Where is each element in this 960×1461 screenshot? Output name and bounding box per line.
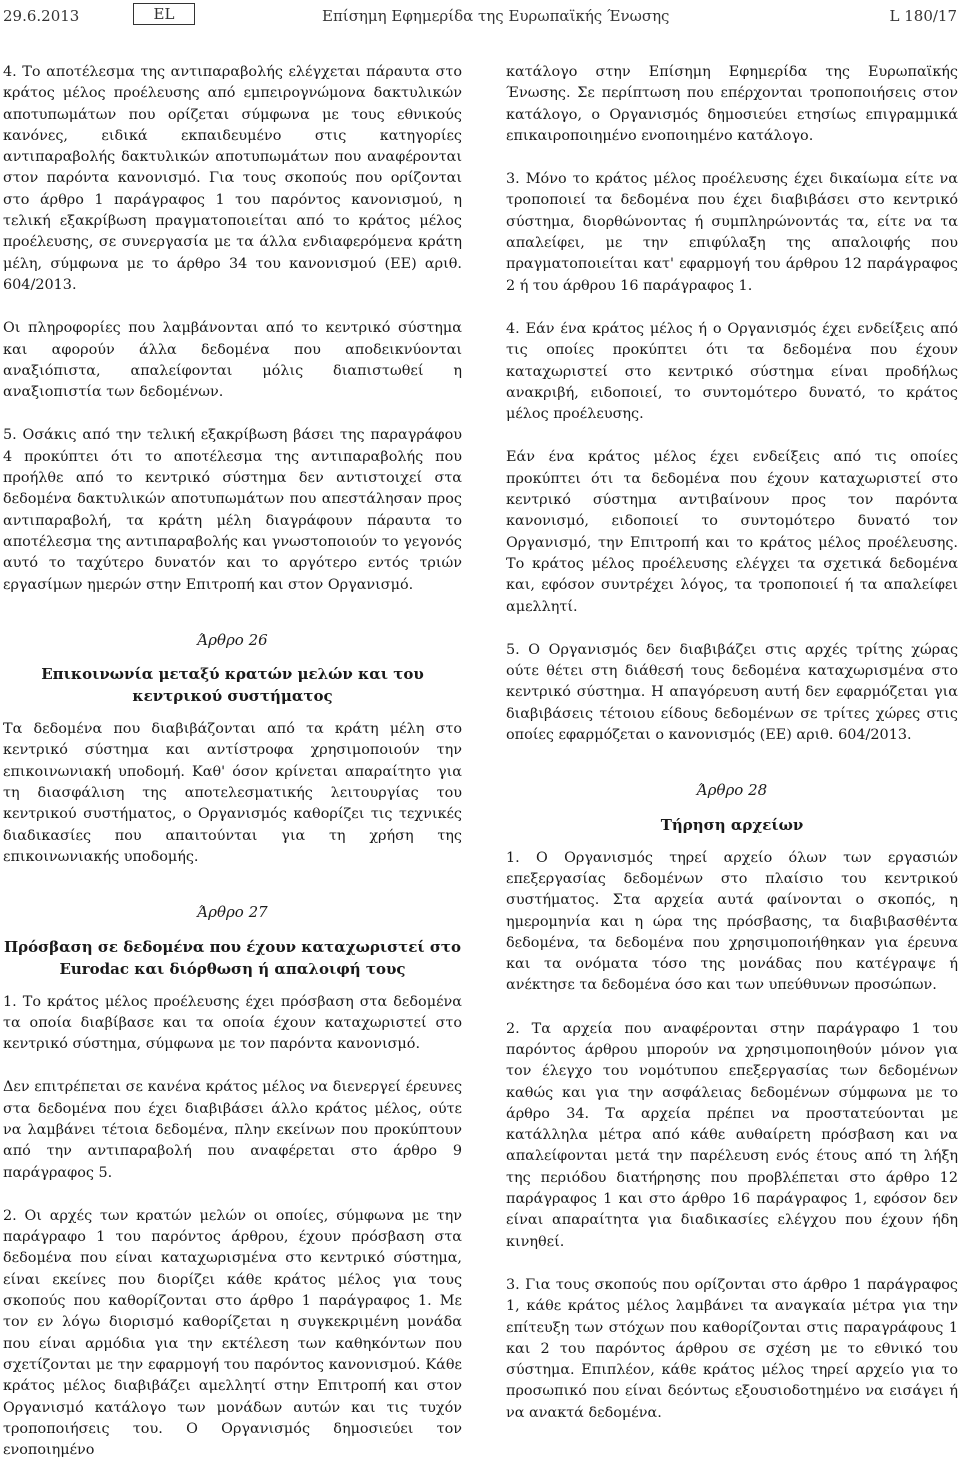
article-27-paragraph-1b: Δεν επιτρέπεται σε κανένα κράτος μέλος να διενεργεί έρευνες στα δεδομένα που έχει διαβιβάσει άλλο κράτος μέλος, ούτε να λαμβάνει τέτοια δεδομένα, πλην εκείνων που προκύπτουν από την αντιπαραβολή που αναφέρεται στο άρθρο 9 παράγραφος 5. bbox=[3, 1079, 462, 1181]
paragraph-4: 4. Το αποτέλεσμα της αντιπαραβολής ελέγχεται πάραυτα στο κράτος μέλος προέλευσης από εμπειρογνώμονα δακτυλικών αποτυπωμάτων που ορίζεται σύμφωνα με τους εθνικούς κανόνες, ειδικά εκπαιδευμένο στις κατηγορίες αντιπαραβολής δακτυλικών αποτυπωμάτων που αναφέρονται στον παρόντα κανονισμό. Για τους σκοπούς που ορίζονται στο άρθρο 1 παράγραφος 1 του παρόντος κανονισμού, η τελική εξακρίβωση πραγματοποιείται από το κράτος μέλος προέλευσης, σε συνεργασία με τα άλλα ενδιαφερόμενα κράτη μέλη, σύμφωνα με το άρθρο 34 του κανονισμού (ΕΕ) αριθ. 604/2013. bbox=[3, 64, 462, 293]
article-26-paragraph: Τα δεδομένα που διαβιβάζονται από τα κράτη μέλη στο κεντρικό σύστημα και αντίστροφα χρησιμοποιούν την επικοινωνιακή υποδομή. Καθ' όσον κρίνεται απαραίτητο για τη διασφάλιση της αποτελεσματικής λειτουργίας του κεντρικού συστήματος, ο Οργανισμός καθορίζει τις τεχνικές διαδικασίες που απαιτούνται για τη χρήση της επικοινωνιακής υποδομής. bbox=[3, 721, 462, 865]
page-header bbox=[0, 3, 960, 27]
article-28-number: Άρθρο 28 bbox=[696, 781, 768, 800]
right-column bbox=[506, 62, 958, 1424]
article-27-paragraph-1: 1. Το κράτος μέλος προέλευσης έχει πρόσβαση στα δεδομένα τα οποία διαβίβασε και τα οποία έχουν καταχωριστεί στο κεντρικό σύστημα, σύμφωνα με τον παρόντα κανονισμό. bbox=[3, 993, 462, 1053]
language-code-box: EL bbox=[133, 3, 195, 25]
page-reference: L 180/17 bbox=[889, 7, 957, 25]
article-26-number: Άρθρο 26 bbox=[197, 630, 268, 649]
article-27-number: Άρθρο 27 bbox=[197, 903, 268, 922]
publication-date: 29.6.2013 bbox=[3, 7, 80, 25]
paragraph-5-right: 5. Ο Οργανισμός δεν διαβιβάζει στις αρχές τρίτης χώρας ούτε θέτει στη διάθεσή τους δεδομένα καταχωρισμένα στο κεντρικό σύστημα. Η απαγόρευση αυτή δεν εφαρμόζεται για διαβιβάσεις τέτοιου είδους δεδομένων σε τρίτες χώρες στις οποίες εφαρμόζεται ο κανονισμός (ΕΕ) αριθ. 604/2013. bbox=[506, 641, 958, 744]
paragraph-reliability: Οι πληροφορίες που λαμβάνονται από το κεντρικό σύστημα και αφορούν άλλα δεδομένα που αποδεικνύονται αναξιόπιστα, απαλείφονται μόλις διαπιστωθεί η αναξιοπιστία των δεδομένων. bbox=[3, 320, 462, 401]
paragraph-4b: Εάν ένα κράτος μέλος έχει ενδείξεις από τις οποίες προκύπτει ότι τα δεδομένα που έχουν καταχωριστεί στο κεντρικό σύστημα αντιβαίνουν προς τον παρόντα κανονισμό, ειδοποιεί το συντομότερο δυνατό τον Οργανισμό, την Επιτροπή και το κράτος μέλος προέλευσης. Το κράτος μέλος προέλευσης ελέγχει τα σχετικά δεδομένα και, εφόσον συντρέχει λόγος, τα τροποποιεί ή τα απαλείφει αμελλητί. bbox=[506, 449, 958, 615]
article-28-title: Τήρηση αρχείων bbox=[660, 815, 804, 834]
paragraph-4-right: 4. Εάν ένα κράτος μέλος ή ο Οργανισμός έχει ενδείξεις από τις οποίες προκύπτει ότι τα δεδομένα που έχουν καταχωριστεί στο κεντρικό σύστημα είναι προδήλως ανακριβή, ειδοποιεί, το συντομότερο δυνατό, το κράτος μέλος προέλευσης. bbox=[506, 320, 958, 423]
left-column bbox=[3, 62, 462, 1461]
article-26-title: Επικοινωνία μεταξύ κρατών μελών και του κεντρικού συστήματος bbox=[41, 665, 424, 706]
article-28-paragraph-3: 3. Για τους σκοπούς που ορίζονται στο άρθρο 1 παράγραφος 1, κάθε κράτος μέλος λαμβάνει τα αναγκαία μέτρα για την επίτευξη των στόχων που καθορίζονται στις παραγράφους 1 και 2 του παρόντος άρθρου σε σχέση με το εθνικό του σύστημα. Επιπλέον, κάθε κράτος μέλος τηρεί αρχείο για το προσωπικό που είναι δεόντως εξουσιοδοτημένο να εισάγει ή να ανακτά δεδομένα. bbox=[506, 1276, 958, 1421]
paragraph-5: 5. Οσάκις από την τελική εξακρίβωση βάσει της παραγράφου 4 προκύπτει ότι το αποτέλεσμα της αντιπαραβολής που προήλθε από το κεντρικό σύστημα δεν αντιστοιχεί στα δεδομένα δακτυλικών αποτυπωμάτων που απεστάλησαν προς αντιπαραβολή, τα κράτη μέλη διαγράφουν πάραυτα το αποτέλεσμα της αντιπαραβολής και γνωστοποιούν το γεγονός αυτό το ταχύτερο δυνατόν και το αργότερο εντός τριών εργασίμων ημερών στην Επιτροπή και στον Οργανισμό. bbox=[3, 427, 462, 593]
journal-title: Επίσημη Εφημερίδα της Ευρωπαϊκής Ένωσης bbox=[322, 7, 670, 25]
article-27-title: Πρόσβαση σε δεδομένα που έχουν καταχωριστεί στο Eurodac και διόρθωση ή απαλοιφή τους bbox=[3, 937, 462, 978]
article-28-paragraph-1: 1. Ο Οργανισμός τηρεί αρχείο όλων των εργασιών επεξεργασίας δεδομένων στο πλαίσιο του κεντρικού συστήματος. Στα αρχεία αυτά φαίνονται ο σκοπός, η ημερομηνία και η ώρα της πρόσβασης, τα διαβιβασθέντα δεδομένα, τα δεδομένα που χρησιμοποιήθηκαν για έρευνα και τα ονόματα τόσο της μονάδας που κατέγραψε ή ανέκτησε τα δεδομένα όσο και των υπεύθυνων προσώπων. bbox=[506, 849, 958, 994]
paragraph-3: 3. Μόνο το κράτος μέλος προέλευσης έχει δικαίωμα είτε να τροποποιεί τα δεδομένα που έχει διαβιβάσει στο κεντρικό σύστημα, διορθώνοντας ή συμπληρώνοντάς τα, είτε να τα απαλείφει, με την επιφύλαξη της απαλοιφής που πραγματοποιείται κατ' εφαρμογή του άρθρου 12 παράγραφος 2 ή του άρθρου 16 παράγραφος 1. bbox=[506, 171, 958, 294]
paragraph-continued: κατάλογο στην Επίσημη Εφημερίδα της Ευρωπαϊκής Ένωσης. Σε περίπτωση που επέρχονται τροποποιήσεις στον κατάλογο, ο Οργανισμός δημοσιεύει ετησίως επιγραμμικά επικαιροποιημένο ενοποιημένο κατάλογο. bbox=[506, 64, 958, 144]
article-28-paragraph-2: 2. Τα αρχεία που αναφέρονται στην παράγραφο 1 του παρόντος άρθρου μπορούν να χρησιμοποιηθούν μόνον για τον έλεγχο του νομότυπου επεξεργασίας των δεδομένων καθώς και για την ασφάλειας δεδομένων σύμφωνα με το άρθρο 34. Τα αρχεία πρέπει να προστατεύονται με κατάλληλα μέτρα από κάθε αυθαίρετη πρόσβαση και να απαλείφονται μετά την παρέλευση ενός έτους από τη λήξη της περιόδου διατήρησης που προβλέπεται στο άρθρο 12 παράγραφος 1 και στο άρθρο 16 παράγραφος 1, εφόσον δεν είναι απαραίτητα για διαδικασίες ελέγχου που έχουν ήδη κινηθεί. bbox=[506, 1020, 958, 1250]
article-27-paragraph-2: 2. Οι αρχές των κρατών μελών οι οποίες, σύμφωνα με την παράγραφο 1 του παρόντος άρθρου, έχουν πρόσβαση στα δεδομένα που είναι καταχωρισμένα στο κεντρικό σύστημα, είναι εκείνες που διορίζει κάθε κράτος μέλος για τους σκοπούς που καθορίζονται στο άρθρο 1 παράγραφος 1. Με τον εν λόγω διορισμό καθορίζεται η συγκεκριμένη μονάδα που είναι αρμόδια για την εκτέλεση των καθηκόντων που σχετίζονται με την εφαρμογή του παρόντος κανονισμού. Κάθε κράτος μέλος διαβιβάζει αμελλητί στην Επιτροπή και στον Οργανισμό κατάλογο των μονάδων αυτών και τις τυχόν τροποποιήσεις του. Ο Οργανισμός δημοσιεύει τον ενοποιημένο bbox=[3, 1207, 462, 1459]
